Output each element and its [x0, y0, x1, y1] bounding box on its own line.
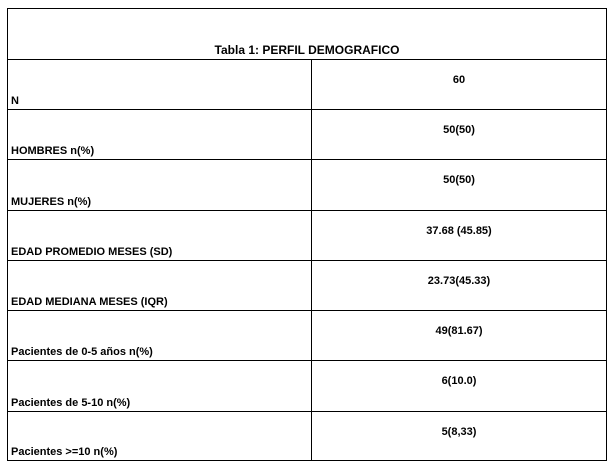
row-label: Pacientes >=10 n(%) [11, 446, 118, 458]
demographic-table [7, 8, 607, 461]
row-label: Pacientes de 5-10 n(%) [11, 397, 131, 409]
table-row-n [8, 60, 606, 110]
table-row-pacientes-10-plus [8, 412, 606, 460]
row-value: 50(50) [443, 174, 475, 186]
table-row-pacientes-5-10 [8, 361, 606, 412]
table-row-pacientes-0-5 [8, 311, 606, 361]
row-value: 5(8,33) [441, 426, 477, 438]
row-value: 6(10.0) [441, 375, 477, 387]
row-label: N [11, 95, 19, 107]
row-value: 37.68 (45.85) [426, 225, 492, 237]
table-row-edad-mediana [8, 261, 606, 311]
row-label: MUJERES n(%) [11, 196, 92, 208]
row-label: Pacientes de 0-5 años n(%) [11, 346, 153, 358]
table-row-hombres [8, 110, 606, 160]
row-value: 60 [452, 74, 466, 86]
row-label: EDAD PROMEDIO MESES (SD) [11, 246, 173, 258]
row-label: HOMBRES n(%) [11, 145, 95, 157]
table-row-edad-promedio [8, 211, 606, 261]
table-row-mujeres [8, 160, 606, 211]
table-title-row [8, 9, 606, 60]
row-value: 49(81.67) [435, 325, 483, 337]
row-label: EDAD MEDIANA MESES (IQR) [11, 296, 168, 308]
table-title: Tabla 1: PERFIL DEMOGRAFICO [214, 43, 400, 57]
row-value: 50(50) [443, 124, 475, 136]
row-value: 23.73(45.33) [427, 275, 491, 287]
